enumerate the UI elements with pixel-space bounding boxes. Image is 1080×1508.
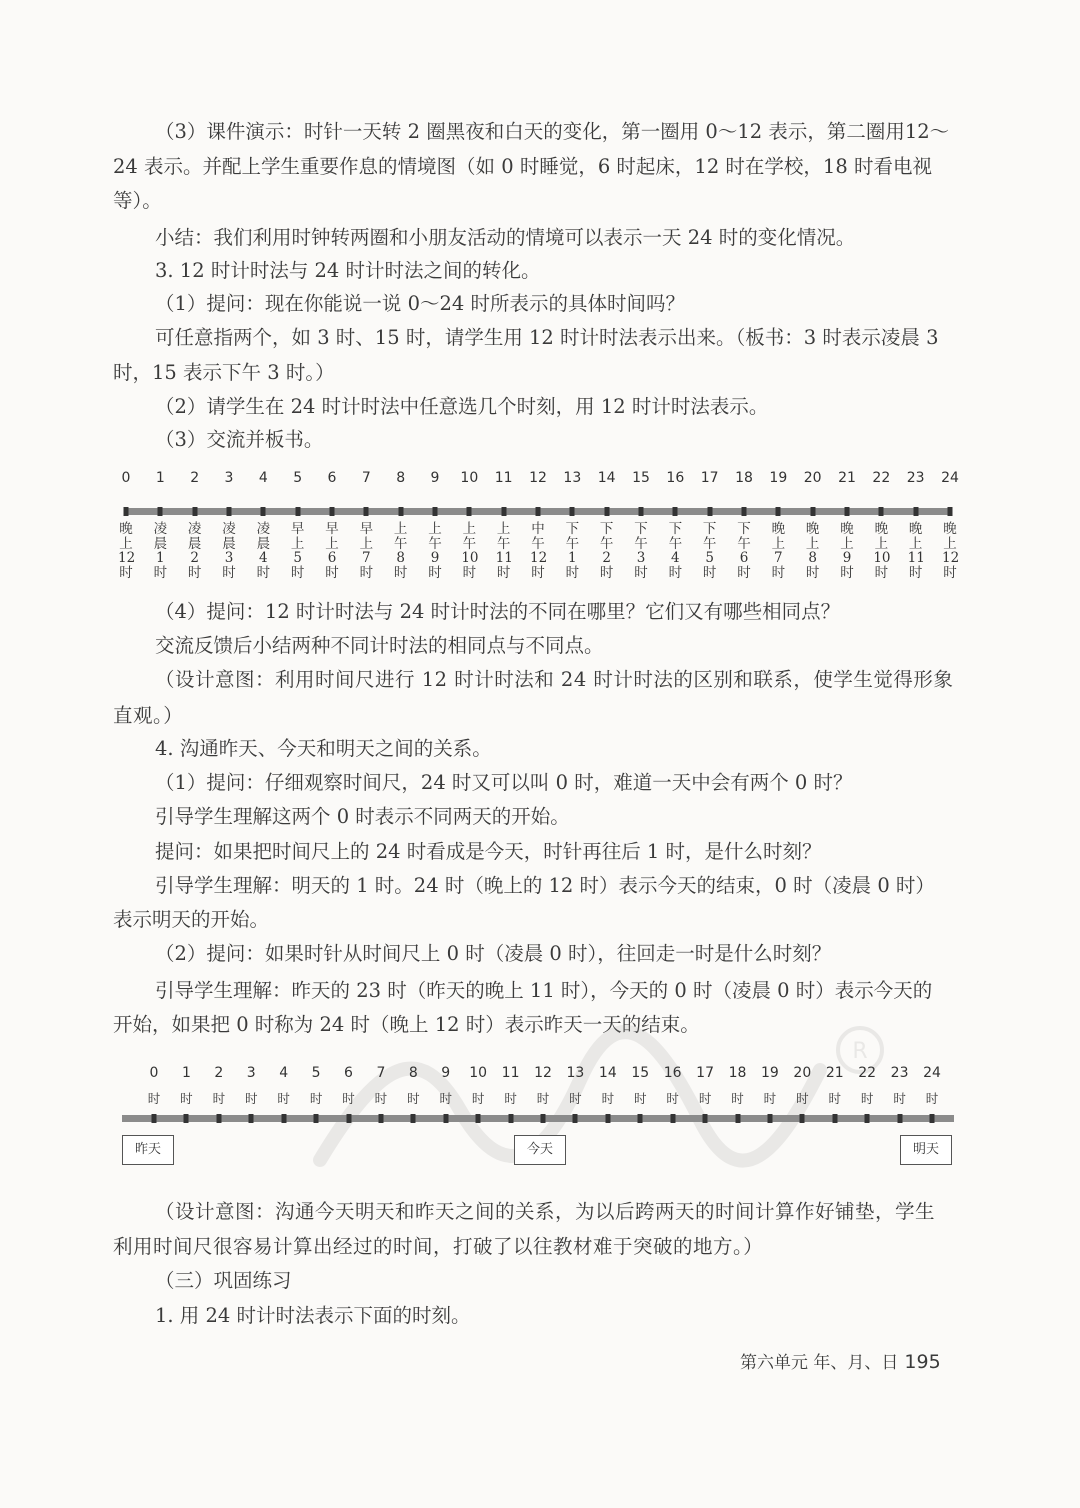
hour-tick-mark <box>216 1114 221 1123</box>
twelve-hour-label <box>908 522 924 580</box>
twelve-hour-label <box>770 522 786 580</box>
hour-tick-label: 22 <box>872 470 891 486</box>
hour-tick-label: 8 <box>408 1065 418 1081</box>
label-char: 3 <box>636 550 646 566</box>
hour-unit-label: 时 <box>860 1091 874 1106</box>
hour-tick-mark <box>314 1114 319 1123</box>
paragraph: （3）课件演示：时针一天转 2 圈黑夜和白天的变化，第一圈用 0～12 表示，第二圈用12～ <box>155 120 950 143</box>
label-char: 7 <box>362 550 371 566</box>
hour-tick-label: 14 <box>598 1065 617 1081</box>
label-char: 7 <box>774 550 783 566</box>
label-char: 午 <box>531 535 545 552</box>
twelve-hour-label <box>599 522 615 580</box>
hour-unit-label: 时 <box>893 1091 906 1106</box>
tomorrow-box: 明天 <box>900 1135 952 1165</box>
hour-tick-label: 15 <box>632 470 650 486</box>
hour-tick-label: 23 <box>906 470 925 486</box>
hour-tick-label: 8 <box>396 470 406 486</box>
twelve-hour-label <box>118 522 134 580</box>
hour-tick-mark <box>476 1114 481 1123</box>
twelve-hour-label <box>290 522 306 580</box>
label-char: 晨 <box>153 535 168 552</box>
label-char: 时 <box>119 564 133 581</box>
label-char: 时 <box>702 564 717 581</box>
label-char: 午 <box>462 535 477 552</box>
label-char: 时 <box>908 564 923 581</box>
hour-tick-mark <box>124 507 129 516</box>
label-char: 午 <box>393 535 408 552</box>
design-note: 利用时间尺很容易计算出经过的时间，打破了以往教材难于突破的地方。） <box>113 1235 764 1258</box>
hour-tick-label: 9 <box>441 1065 451 1081</box>
hour-tick-mark <box>897 1114 902 1123</box>
hour-tick-label: 10 <box>460 470 479 486</box>
hour-tick-mark <box>192 507 197 516</box>
label-char: 10 <box>461 550 479 566</box>
hour-unit-label: 时 <box>796 1091 809 1106</box>
label-char: 早 <box>290 521 305 537</box>
twelve-hour-label <box>530 522 546 580</box>
label-char: 上 <box>496 521 511 537</box>
hour-tick-mark <box>735 1114 740 1123</box>
label-char: 时 <box>359 564 374 581</box>
time-ruler-12-24 <box>112 470 972 595</box>
section-heading: （三）巩固练习 <box>155 1269 292 1292</box>
twelve-hour-label <box>702 522 718 580</box>
ruler-bar <box>122 1115 954 1122</box>
label-char: 时 <box>462 564 477 581</box>
hour-tick-label: 17 <box>700 470 719 486</box>
hour-tick-label: 24 <box>941 470 959 486</box>
label-char: 晨 <box>187 535 202 552</box>
label-char: 时 <box>393 564 408 581</box>
paragraph: 等）。 <box>113 189 162 212</box>
label-char: 晚 <box>840 521 854 537</box>
hour-unit-label: 时 <box>569 1091 582 1106</box>
label-char: 下 <box>737 521 751 537</box>
label-char: 9 <box>430 550 440 566</box>
label-char: 午 <box>634 535 648 552</box>
hour-tick-label: 18 <box>735 470 753 486</box>
hour-unit-label: 时 <box>147 1091 161 1106</box>
label-char: 晨 <box>222 535 236 552</box>
hour-tick-mark <box>443 1114 448 1123</box>
hour-tick-mark <box>930 1114 935 1123</box>
hour-tick-label: 9 <box>430 470 440 486</box>
hour-unit-label: 时 <box>309 1091 323 1106</box>
twelve-hour-label <box>942 522 958 580</box>
hour-tick-label: 12 <box>534 1065 552 1081</box>
hour-tick-label: 21 <box>825 1065 844 1081</box>
twelve-hour-label <box>564 522 580 580</box>
hour-tick-mark <box>184 1114 189 1123</box>
hour-tick-label: 19 <box>769 470 788 486</box>
twelve-hour-label <box>839 522 855 580</box>
label-char: 晚 <box>771 521 786 537</box>
label-char: 2 <box>602 550 611 566</box>
unit-title: 第六单元 年、月、日 <box>740 1353 899 1373</box>
hour-tick-label: 24 <box>923 1065 941 1081</box>
label-char: 4 <box>671 550 680 566</box>
twelve-hour-label <box>805 522 821 580</box>
label-char: 上 <box>428 521 442 537</box>
label-char: 5 <box>293 550 302 566</box>
hour-tick-label: 4 <box>258 470 268 486</box>
label-char: 上 <box>119 535 133 552</box>
paragraph: 表示明天的开始。 <box>113 908 270 931</box>
hour-tick-mark <box>227 507 232 516</box>
paragraph: 时，15 表示下午 3 时。） <box>113 361 335 384</box>
label-char: 6 <box>739 550 749 566</box>
label-char: 11 <box>495 550 513 566</box>
hour-tick-mark <box>913 507 918 516</box>
hour-tick-mark <box>364 507 369 516</box>
hour-tick-label: 6 <box>344 1065 353 1081</box>
hour-tick-mark <box>467 507 472 516</box>
label-char: 1 <box>156 550 165 566</box>
hour-tick-mark <box>378 1114 383 1123</box>
paragraph: 1. 用 24 时计时法表示下面的时刻。 <box>155 1304 471 1327</box>
hour-tick-mark <box>742 507 747 516</box>
label-char: 11 <box>907 550 925 566</box>
paragraph: （1）提问：仔细观察时间尺，24 时又可以叫 0 时，难道一天中会有两个 0 时？ <box>155 771 853 794</box>
label-char: 3 <box>224 550 234 566</box>
hour-tick-mark <box>605 1114 610 1123</box>
hour-unit-label: 时 <box>277 1091 290 1106</box>
hour-tick-label: 13 <box>566 1065 585 1081</box>
hour-tick-label: 18 <box>728 1065 747 1081</box>
hour-tick-label: 5 <box>311 1065 321 1081</box>
label-char: 时 <box>943 564 957 581</box>
hour-tick-mark <box>152 1114 157 1123</box>
hour-tick-label: 3 <box>246 1065 256 1081</box>
label-char: 早 <box>359 521 374 537</box>
label-char: 时 <box>805 564 820 581</box>
label-char: 晚 <box>119 521 133 537</box>
label-char: 早 <box>325 521 339 537</box>
hour-tick-label: 0 <box>149 1065 159 1081</box>
hour-tick-label: 6 <box>327 470 337 486</box>
paragraph: 提问：如果把时间尺上的 24 时看成是今天，时针再往后 1 时，是什么时刻？ <box>155 840 822 863</box>
label-char: 上 <box>393 521 408 537</box>
hour-tick-label: 14 <box>597 470 616 486</box>
label-char: 下 <box>668 521 683 537</box>
hour-tick-mark <box>670 1114 675 1123</box>
label-char: 时 <box>222 564 236 581</box>
label-char: 时 <box>565 564 580 581</box>
paragraph: 可任意指两个，如 3 时、15 时，请学生用 12 时计时法表示出来。（板书：3 时表示凌晨 3 <box>155 326 939 349</box>
paragraph: （2）请学生在 24 时计时法中任意选几个时刻，用 12 时计时法表示。 <box>155 395 769 418</box>
hour-tick-mark <box>261 507 266 516</box>
design-note: （设计意图：利用时间尺进行 12 时计时法和 24 时计时法的区别和联系，使学生觉得形象 <box>155 668 954 691</box>
label-char: 上 <box>943 535 957 552</box>
label-char: 时 <box>187 564 202 581</box>
hour-unit-label: 时 <box>244 1091 258 1106</box>
hour-tick-mark <box>879 507 884 516</box>
hour-tick-mark <box>865 1114 870 1123</box>
hour-unit-label: 时 <box>212 1091 226 1106</box>
label-char: 时 <box>737 564 751 581</box>
label-char: 时 <box>840 564 854 581</box>
hour-unit-label: 时 <box>666 1091 679 1106</box>
label-char: 时 <box>496 564 511 581</box>
label-char: 时 <box>153 564 168 581</box>
hour-tick-label: 7 <box>361 470 371 486</box>
label-char: 10 <box>873 550 891 566</box>
design-note: 直观。） <box>113 704 184 727</box>
hour-tick-label: 23 <box>890 1065 909 1081</box>
paragraph: （4）提问：12 时计时法与 24 时计时法的不同在哪里？它们又有哪些相同点？ <box>155 600 841 623</box>
hour-unit-label: 时 <box>731 1091 744 1106</box>
section-heading: 3. 12 时计时法与 24 时计时法之间的转化。 <box>155 259 541 282</box>
hour-tick-label: 16 <box>666 470 685 486</box>
label-char: 9 <box>842 550 852 566</box>
design-note: （设计意图：沟通今天明天和昨天之间的关系，为以后跨两天的时间计算作好铺垫，学生 <box>155 1200 936 1223</box>
label-char: 时 <box>874 564 889 581</box>
hour-tick-label: 7 <box>376 1065 386 1081</box>
hour-tick-label: 3 <box>224 470 234 486</box>
time-ruler-days <box>112 1065 972 1175</box>
label-char: 5 <box>705 550 714 566</box>
hour-unit-label: 时 <box>407 1091 420 1106</box>
label-char: 时 <box>668 564 683 581</box>
paragraph: （1）提问：现在你能说一说 0～24 时所表示的具体时间吗？ <box>155 292 686 315</box>
hour-tick-mark <box>604 507 609 516</box>
twelve-hour-label <box>324 522 340 580</box>
hour-unit-label: 时 <box>601 1091 615 1106</box>
section-heading: 4. 沟通昨天、今天和明天之间的关系。 <box>155 737 492 760</box>
label-char: 时 <box>771 564 786 581</box>
twelve-hour-label <box>152 522 168 580</box>
label-char: 时 <box>325 564 339 581</box>
label-char: 凌 <box>256 521 271 537</box>
label-char: 中 <box>531 521 545 537</box>
label-char: 午 <box>496 535 511 552</box>
twelve-hour-label <box>461 522 477 580</box>
hour-tick-mark <box>158 507 163 516</box>
hour-tick-mark <box>508 1114 513 1123</box>
hour-tick-mark <box>639 507 644 516</box>
hour-tick-mark <box>707 507 712 516</box>
hour-tick-label: 1 <box>155 470 165 486</box>
hour-unit-label: 时 <box>374 1091 388 1106</box>
hour-tick-mark <box>398 507 403 516</box>
paragraph: 引导学生理解：昨天的 23 时（昨天的晚上 11 时），今天的 0 时（凌晨 0 时）表示今天的 <box>155 979 933 1002</box>
label-char: 1 <box>568 550 577 566</box>
hour-tick-label: 17 <box>696 1065 714 1081</box>
hour-tick-mark <box>948 507 953 516</box>
hour-unit-label: 时 <box>828 1091 842 1106</box>
label-char: 凌 <box>187 521 202 537</box>
hour-tick-mark <box>249 1114 254 1123</box>
hour-tick-mark <box>573 1114 578 1123</box>
hour-tick-mark <box>570 507 575 516</box>
twelve-hour-label <box>427 522 443 580</box>
label-char: 上 <box>908 535 923 552</box>
hour-tick-mark <box>776 507 781 516</box>
label-char: 12 <box>118 550 136 566</box>
hour-tick-label: 10 <box>469 1065 488 1081</box>
page-footer <box>740 1348 941 1373</box>
label-char: 时 <box>428 564 442 581</box>
label-char: 时 <box>599 564 614 581</box>
label-char: 上 <box>359 535 374 552</box>
hour-tick-label: 15 <box>631 1065 650 1081</box>
hour-tick-mark <box>281 1114 286 1123</box>
twelve-hour-label <box>633 522 649 580</box>
hour-unit-label: 时 <box>471 1091 485 1106</box>
hour-tick-label: 1 <box>181 1065 191 1081</box>
hour-tick-label: 12 <box>529 470 547 486</box>
label-char: 上 <box>840 535 854 552</box>
hour-tick-label: 20 <box>803 470 822 486</box>
hour-tick-label: 13 <box>563 470 582 486</box>
hour-tick-label: 11 <box>501 1065 520 1081</box>
hour-unit-label: 时 <box>439 1091 453 1106</box>
label-char: 上 <box>874 535 889 552</box>
today-box: 今天 <box>514 1135 566 1165</box>
paragraph: 开始，如果把 0 时称为 24 时（晚上 12 时）表示昨天一天的结束。 <box>113 1013 700 1036</box>
hour-unit-label: 时 <box>925 1091 939 1106</box>
label-char: 下 <box>565 521 580 537</box>
label-char: 晚 <box>874 521 889 537</box>
label-char: 午 <box>668 535 683 552</box>
label-char: 2 <box>190 550 199 566</box>
hour-tick-mark <box>330 507 335 516</box>
label-char: 上 <box>325 535 339 552</box>
label-char: 4 <box>259 550 268 566</box>
hour-tick-label: 4 <box>279 1065 289 1081</box>
label-char: 晨 <box>256 535 271 552</box>
hour-tick-mark <box>845 507 850 516</box>
hour-tick-label: 16 <box>663 1065 682 1081</box>
paragraph: 24 表示。并配上学生重要作息的情境图（如 0 时睡觉，6 时起床，12 时在学校，18 时看电视 <box>113 155 932 178</box>
hour-tick-mark <box>411 1114 416 1123</box>
hour-tick-mark <box>295 507 300 516</box>
twelve-hour-label <box>187 522 203 580</box>
label-char: 晚 <box>908 521 923 537</box>
hour-tick-mark <box>346 1114 351 1123</box>
hour-tick-label: 21 <box>838 470 856 486</box>
label-char: 下 <box>702 521 717 537</box>
label-char: 上 <box>805 535 820 552</box>
label-char: 上 <box>290 535 305 552</box>
page-number: 195 <box>904 1351 941 1373</box>
twelve-hour-label <box>736 522 752 580</box>
hour-unit-label: 时 <box>180 1091 193 1106</box>
hour-tick-mark <box>536 507 541 516</box>
hour-unit-label: 时 <box>342 1091 355 1106</box>
hour-unit-label: 时 <box>536 1091 550 1106</box>
label-char: 上 <box>771 535 786 552</box>
hour-tick-label: 11 <box>494 470 513 486</box>
label-char: 8 <box>808 550 817 566</box>
hour-tick-label: 2 <box>190 470 200 486</box>
label-char: 时 <box>256 564 271 581</box>
twelve-hour-label <box>255 522 271 580</box>
hour-unit-label: 时 <box>763 1091 777 1106</box>
yesterday-box: 昨天 <box>122 1135 174 1165</box>
label-char: 午 <box>702 535 717 552</box>
hour-tick-mark <box>638 1114 643 1123</box>
hour-unit-label: 时 <box>504 1091 517 1106</box>
label-char: 时 <box>531 564 545 581</box>
paragraph: 交流反馈后小结两种不同计时法的相同点与不同点。 <box>155 634 604 657</box>
hour-tick-mark <box>673 507 678 516</box>
label-char: 晚 <box>805 521 820 537</box>
hour-tick-label: 22 <box>858 1065 877 1081</box>
hour-tick-mark <box>703 1114 708 1123</box>
label-char: 午 <box>599 535 614 552</box>
label-char: 午 <box>737 535 751 552</box>
twelve-hour-label <box>358 522 374 580</box>
hour-tick-mark <box>832 1114 837 1123</box>
label-char: 凌 <box>222 521 236 537</box>
twelve-hour-label <box>221 522 237 580</box>
label-char: 12 <box>942 550 960 566</box>
twelve-hour-label <box>496 522 512 580</box>
hour-tick-label: 5 <box>293 470 303 486</box>
paragraph: 引导学生理解这两个 0 时表示不同两天的开始。 <box>155 805 570 828</box>
hour-unit-label: 时 <box>633 1091 647 1106</box>
paragraph: 引导学生理解：明天的 1 时。24 时（晚上的 12 时）表示今天的结束，0 时（凌晨 0 时） <box>155 874 935 897</box>
paragraph: （3）交流并板书。 <box>155 428 324 451</box>
label-char: 时 <box>634 564 648 581</box>
hour-tick-mark <box>767 1114 772 1123</box>
hour-tick-label: 0 <box>121 470 131 486</box>
label-char: 8 <box>396 550 405 566</box>
paragraph: （2）提问：如果时针从时间尺上 0 时（凌晨 0 时），往回走一时是什么时刻？ <box>155 942 832 965</box>
hour-tick-mark <box>810 507 815 516</box>
label-char: 晚 <box>943 521 957 537</box>
label-char: 上 <box>462 521 477 537</box>
label-char: 时 <box>290 564 305 581</box>
label-char: 凌 <box>153 521 168 537</box>
twelve-hour-label <box>667 522 683 580</box>
hour-tick-mark <box>501 507 506 516</box>
hour-tick-label: 2 <box>214 1065 224 1081</box>
label-char: 午 <box>565 535 580 552</box>
label-char: 6 <box>327 550 337 566</box>
svg-text:R: R <box>852 1039 868 1064</box>
label-char: 下 <box>599 521 614 537</box>
hour-tick-mark <box>541 1114 546 1123</box>
hour-unit-label: 时 <box>698 1091 712 1106</box>
label-char: 12 <box>530 550 548 566</box>
hour-tick-label: 20 <box>793 1065 812 1081</box>
twelve-hour-label <box>873 522 889 580</box>
label-char: 下 <box>634 521 648 537</box>
twelve-hour-label <box>393 522 409 580</box>
hour-tick-mark <box>800 1114 805 1123</box>
label-char: 午 <box>428 535 442 552</box>
paragraph: 小结：我们利用时钟转两圈和小朋友活动的情境可以表示一天 24 时的变化情况。 <box>155 226 856 249</box>
hour-tick-label: 19 <box>760 1065 779 1081</box>
hour-tick-mark <box>433 507 438 516</box>
